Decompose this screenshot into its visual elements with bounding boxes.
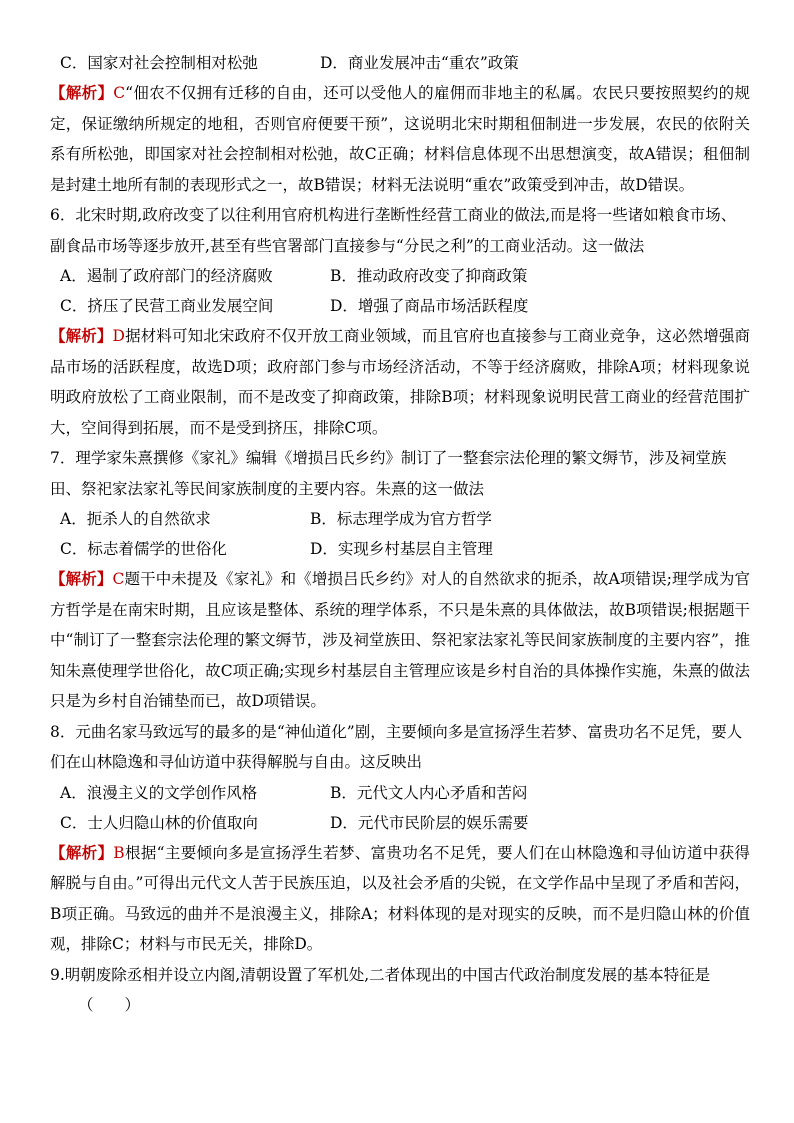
document-page [50,50,750,1021]
q8-option-b[interactable]: B．元代文人内心矛盾和苦闷 [330,783,528,802]
q7-options-cd [60,534,750,564]
analysis-tag: 【解析】 [50,842,114,862]
analysis-answer: C [113,84,126,102]
q9-stem [50,960,750,1021]
q7-option-a[interactable]: A．扼杀人的自然欲求 [60,510,211,528]
q7-stem: 7．理学家朱熹撰修《家礼》编辑《增损吕氏乡约》制订了一整套宗法伦理的繁文缛节，涉及祠堂族田、祭祀家法家礼等民间家族制度的主要内容。朱熹的这一做法 [50,449,727,498]
q7-analysis [50,564,750,717]
q7-option-d[interactable]: D．实现乡村基层自主管理 [310,540,493,558]
q8-analysis [50,838,750,960]
analysis-tag: 【解析】 [50,83,114,102]
q7-option-b[interactable]: B．标志理学成为官方哲学 [310,510,492,528]
q8-option-d[interactable]: D．元代市民阶层的娱乐需要 [330,813,529,832]
q9-stem-text: 9.明朝废除丞相并设立内阁,清朝设置了军机处,二者体现出的中国古代政治制度发展的基本特征是 [50,965,711,984]
q6-option-b[interactable]: B．推动政府改变了抑商政策 [330,267,528,285]
q8-options-cd [60,808,750,838]
q6-option-a[interactable]: A．遏制了政府部门的经济腐败 [60,267,273,285]
q8-stem: 8．元曲名家马致远写的最多的是“神仙道化”剧，主要倾向多是宣扬浮生若梦、富贵功名不足凭，要人们在山林隐逸和寻仙访道中获得解脱与自由。这反映出 [50,722,743,771]
analysis-text: 据材料可知北宋政府不仅开放工商业领域，而且官府也直接参与工商业竞争，这必然增强商品市场的活跃程度，故选D项；政府部门参与市场经济活动，不等于经济腐败，排除A项；材料现象说明政府放松了工商业限制，而不是改变了抑商政策，排除B项；材料现象说明民营工商业的经营范围扩大，空间得到拓展，而不是受到挤压，排除C项。 [50,327,750,437]
analysis-text: 根据“主要倾向多是宣扬浮生若梦、富贵功名不足凭，要人们在山林隐逸和寻仙访道中获得解脱与自由。”可得出元代文人苦于民族压迫，以及社会矛盾的尖锐，在文学作品中呈现了矛盾和苦闷，B项正确。马致远的曲并不是浪漫主义，排除A；材料体现的是对现实的反映，而不是归隐山林的价值观，排除C；材料与市民无关，排除D。 [50,843,750,953]
answer-blank[interactable]: （ ） [78,996,141,1014]
q5-analysis [50,78,750,200]
q5-options-cd [60,48,750,78]
q6-option-c[interactable]: C．挤压了民营工商业发展空间 [60,297,274,315]
analysis-answer: B [113,843,125,862]
q6-stem: 6．北宋时期,政府改变了以往利用官府机构进行垄断性经营工商业的做法,而是将一些诸如粮食市场、副食品市场等逐步放开,甚至有些官署部门直接参与“分民之利”的工商业活动。这一做法 [50,206,737,255]
q6-options-cd [60,291,750,321]
q6-option-d[interactable]: D．增强了商品市场活跃程度 [330,297,529,315]
analysis-answer: C [112,570,125,588]
analysis-tag: 【解析】 [50,326,113,345]
q6-options-ab [60,261,750,291]
analysis-text: “佃农不仅拥有迁移的自由，还可以受他人的雇佣而非地主的私属。农民只要按照契约的规定，保证缴纳所规定的地租，否则官府便要干预”，这说明北宋时期租佃制进一步发展，农民的依附关系有所松弛，即国家对社会控制相对松弛，故C正确；材料信息体现不出思想演变，故A错误；租佃制是封建土地所有制的表现形式之一，故B错误；材料无法说明“重农”政策受到冲击，故D错误。 [50,84,750,194]
q6-analysis [50,321,750,443]
q8-option-c[interactable]: C．士人归隐山林的价值取向 [60,813,258,832]
q8-options-ab [60,778,750,808]
q5-option-c[interactable]: C．国家对社会控制相对松弛 [60,54,258,72]
q7-options-ab [60,504,750,534]
analysis-text: 题干中未提及《家礼》和《增损吕氏乡约》对人的自然欲求的扼杀，故A项错误;理学成为官方哲学是在南宋时期，且应该是整体、系统的理学体系，不只是朱熹的具体做法，故B项错误;根据题干中“制订了一整套宗法伦理的繁文缛节，涉及祠堂族田、祭祀家法家礼等民间家族制度的主要内容”，推知朱熹使理学世俗化，故C项正确;实现乡村基层自主管理应该是乡村自治的具体操作实施，朱熹的做法只是为乡村自治铺垫而已，故D项错误。 [50,570,750,710]
analysis-answer: D [112,327,125,345]
q8-option-a[interactable]: A．浪漫主义的文学创作风格 [60,783,258,802]
analysis-tag: 【解析】 [50,569,113,588]
q5-option-d[interactable]: D．商业发展冲击“重农”政策 [320,54,519,72]
q7-option-c[interactable]: C．标志着儒学的世俗化 [60,540,227,558]
